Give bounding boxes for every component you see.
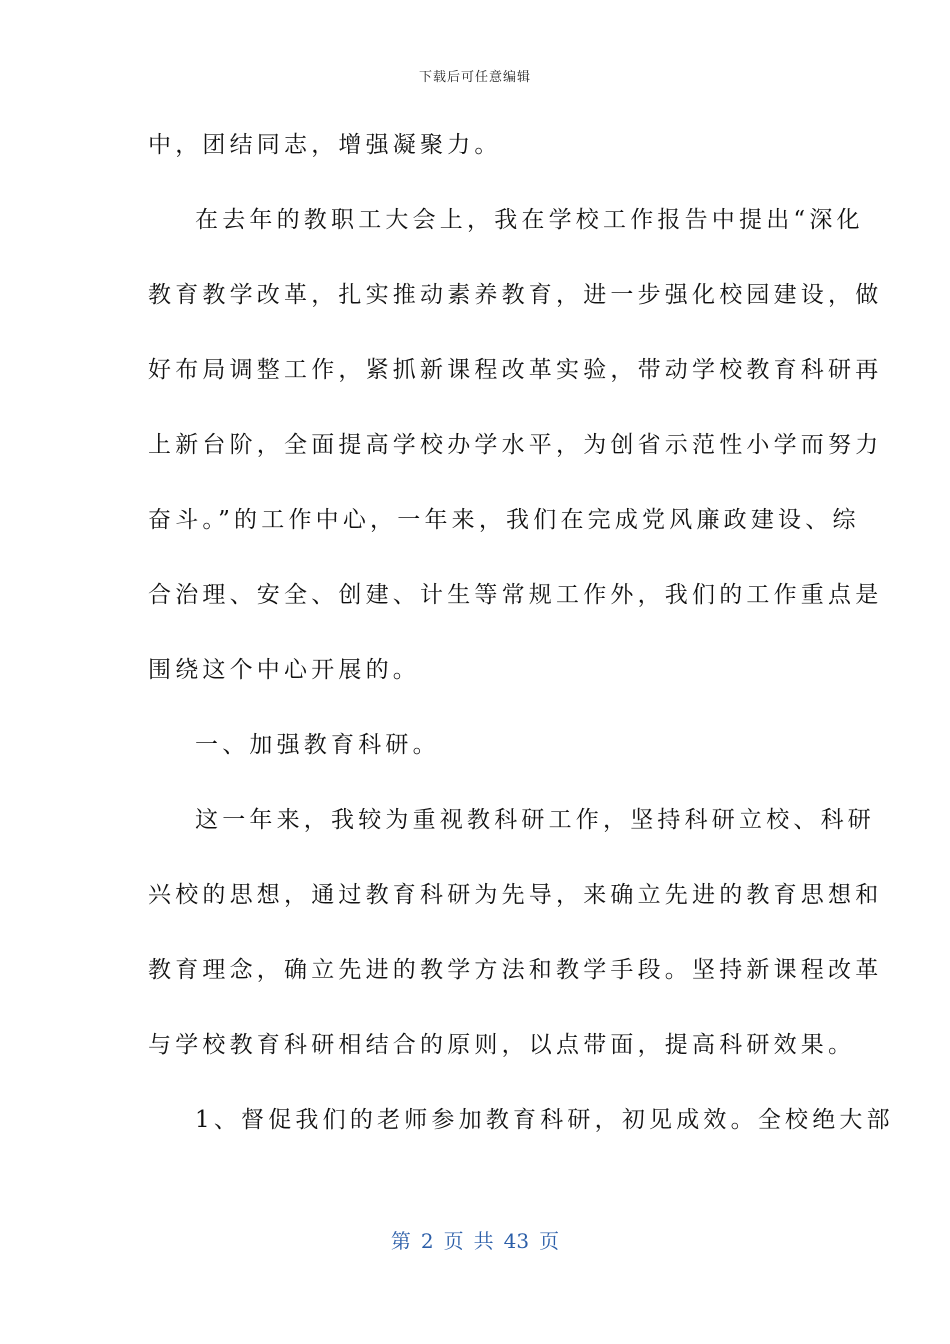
text-line: 合治理、安全、创建、计生等常规工作外，我们的工作重点是 xyxy=(148,582,883,608)
text-line: 教育教学改革，扎实推动素养教育，进一步强化校园建设，做 xyxy=(148,282,883,308)
text-line: 中，团结同志，增强凝聚力。 xyxy=(148,132,502,158)
footer-page-word: 页 xyxy=(443,1229,464,1253)
text-line: 围绕这个中心开展的。 xyxy=(148,657,420,683)
text-line: 奋斗。”的工作中心，一年来，我们在完成党风廉政建设、综 xyxy=(148,507,860,533)
total-page-count: 43 xyxy=(503,1229,530,1253)
text-line: 兴校的思想，通过教育科研为先导，来确立先进的教育思想和 xyxy=(148,882,883,908)
footer-total-word: 共 xyxy=(473,1229,494,1253)
text-line: 这一年来，我较为重视教科研工作，坚持科研立校、科研 xyxy=(195,807,875,833)
text-line: 一、加强教育科研。 xyxy=(195,732,440,758)
footer-prefix: 第 xyxy=(390,1229,411,1253)
header-note: 下载后可任意编辑 xyxy=(418,70,531,85)
footer-suffix: 页 xyxy=(539,1229,560,1253)
text-line: 好布局调整工作，紧抓新课程改革实验，带动学校教育科研再 xyxy=(148,357,883,383)
page-footer xyxy=(0,1225,950,1254)
text-line: 教育理念，确立先进的教学方法和教学手段。坚持新课程改革 xyxy=(148,957,883,983)
text-line: 在去年的教职工大会上，我在学校工作报告中提出“深化 xyxy=(195,207,864,233)
text-line: 上新台阶，全面提高学校办学水平，为创省示范性小学而努力 xyxy=(148,432,883,458)
current-page-number: 2 xyxy=(420,1229,434,1253)
text-line: 1、督促我们的老师参加教育科研，初见成效。全校绝大部 xyxy=(195,1107,894,1133)
text-line: 与学校教育科研相结合的原则，以点带面，提高科研效果。 xyxy=(148,1032,856,1058)
